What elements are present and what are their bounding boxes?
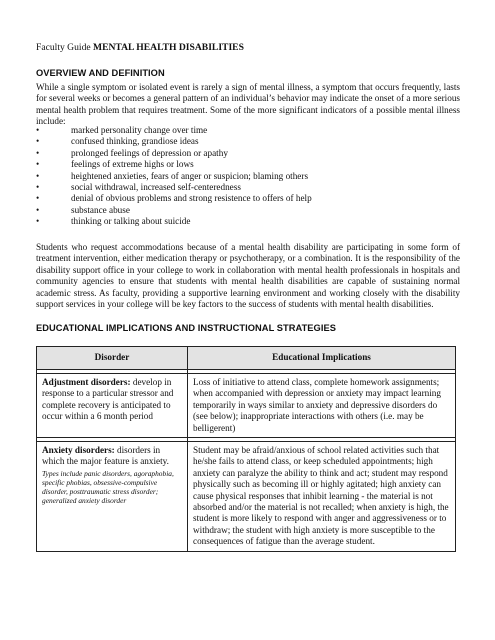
bullet-icon: • bbox=[36, 136, 40, 147]
list-item bbox=[36, 136, 460, 147]
bullet-icon: • bbox=[36, 204, 40, 215]
list-item-text: confused thinking, grandiose ideas bbox=[71, 136, 199, 147]
table-row bbox=[37, 442, 456, 552]
list-item bbox=[36, 125, 460, 136]
bullet-icon: • bbox=[36, 159, 40, 170]
disorder-description: develop in response to a particular stressor and complete recovery is anticipated to occur within a 6 month period bbox=[42, 377, 174, 422]
column-header-implications: Educational Implications bbox=[188, 347, 456, 370]
bullet-icon: • bbox=[36, 182, 40, 193]
list-item bbox=[36, 182, 460, 193]
implications-table bbox=[36, 346, 456, 552]
list-item-text: substance abuse bbox=[71, 204, 130, 215]
table-row bbox=[37, 374, 456, 438]
list-item-text: marked personality change over time bbox=[71, 125, 208, 135]
list-item bbox=[36, 171, 460, 182]
bullet-icon: • bbox=[36, 147, 40, 158]
bullet-icon: • bbox=[36, 216, 40, 227]
list-item-text: thinking or talking about suicide bbox=[71, 216, 191, 227]
disorder-cell bbox=[37, 442, 188, 552]
disorder-description: disorders in which the major feature is anxiety. bbox=[42, 445, 169, 467]
overview-closing-paragraph: Students who request accommodations because of a mental health disability are participating in some form of treatment intervention, either medication therapy or psychotherapy, or a combination. It is the responsibility of the disability support office in your college to work in collaboration with mental health professionals in hospitals and community agencies to ensure that students with mental health disabilities are capable of sustaining normal academic stress. As faculty, providing a supportive learning environment and working closely with the disability support services in your college will be key factors to the success of students with mental health disabilities. bbox=[36, 242, 460, 310]
overview-heading: OVERVIEW AND DEFINITION bbox=[36, 68, 165, 78]
list-item bbox=[36, 159, 460, 170]
list-item bbox=[36, 205, 460, 216]
list-item-text: heightened anxieties, fears of anger or suspicion; blaming others bbox=[71, 170, 309, 181]
page-header bbox=[36, 42, 244, 54]
list-item bbox=[36, 193, 460, 204]
table-header-row bbox=[37, 347, 456, 370]
disorder-types: Types include panic disorders, agoraphobia, specific phobias, obsessive-compulsive disorder, posttraumatic stress disorder; generalized anxiety disorder bbox=[42, 468, 174, 505]
overview-intro-paragraph: While a single symptom or isolated event is rarely a sign of mental illness, a symptom that occurs frequently, lasts for several weeks or becomes a general pattern of an individual’s behavior may indicate the onset of a more serious mental health problem that requires treatment. Some of the more significant indicators of a possible mental illness include: bbox=[36, 82, 460, 127]
bullet-icon: • bbox=[36, 193, 40, 204]
header-prefix: Faculty Guide bbox=[36, 42, 91, 53]
indicator-list bbox=[36, 125, 460, 228]
bullet-icon: • bbox=[36, 170, 40, 181]
bullet-icon: • bbox=[36, 125, 40, 135]
header-title: MENTAL HEALTH DISABILITIES bbox=[93, 42, 244, 53]
list-item-text: feelings of extreme highs or lows bbox=[71, 159, 194, 170]
column-header-disorder: Disorder bbox=[37, 347, 188, 370]
strategies-heading: EDUCATIONAL IMPLICATIONS AND INSTRUCTIONAL STRATEGIES bbox=[36, 323, 336, 333]
list-item bbox=[36, 148, 460, 159]
disorder-term: Adjustment disorders: bbox=[42, 377, 131, 387]
disorder-term: Anxiety disorders: bbox=[42, 445, 115, 456]
implications-cell: Loss of initiative to attend class, complete homework assignments; when accompanied with depression or anxiety may impact learning temporarily in ways similar to anxiety and depressive disorders do (see below); inappropriate interactions with others (i.e. may be belligerent) bbox=[188, 374, 456, 438]
list-item-text: prolonged feelings of depression or apathy bbox=[71, 147, 228, 158]
list-item-text: denial of obvious problems and strong resistence to offers of help bbox=[71, 193, 312, 204]
list-item-text: social withdrawal, increased self-centeredness bbox=[71, 182, 241, 193]
implications-cell: Student may be afraid/anxious of school related activities such that he/she fails to attend class, or keep scheduled appointments; high anxiety can paralyze the ability to think and act; student may respond physically such as becoming ill or highly agitated; high anxiety can cause physical responses that inhibit learning - the material is not absorbed and/or the material is not recalled; when anxiety is high, the student is more likely to respond with anger and aggressiveness or to withdraw; the student with high anxiety is more susceptible to the consequences of fatigue than the average student. bbox=[188, 442, 456, 552]
disorder-cell bbox=[37, 374, 188, 438]
list-item bbox=[36, 216, 460, 227]
